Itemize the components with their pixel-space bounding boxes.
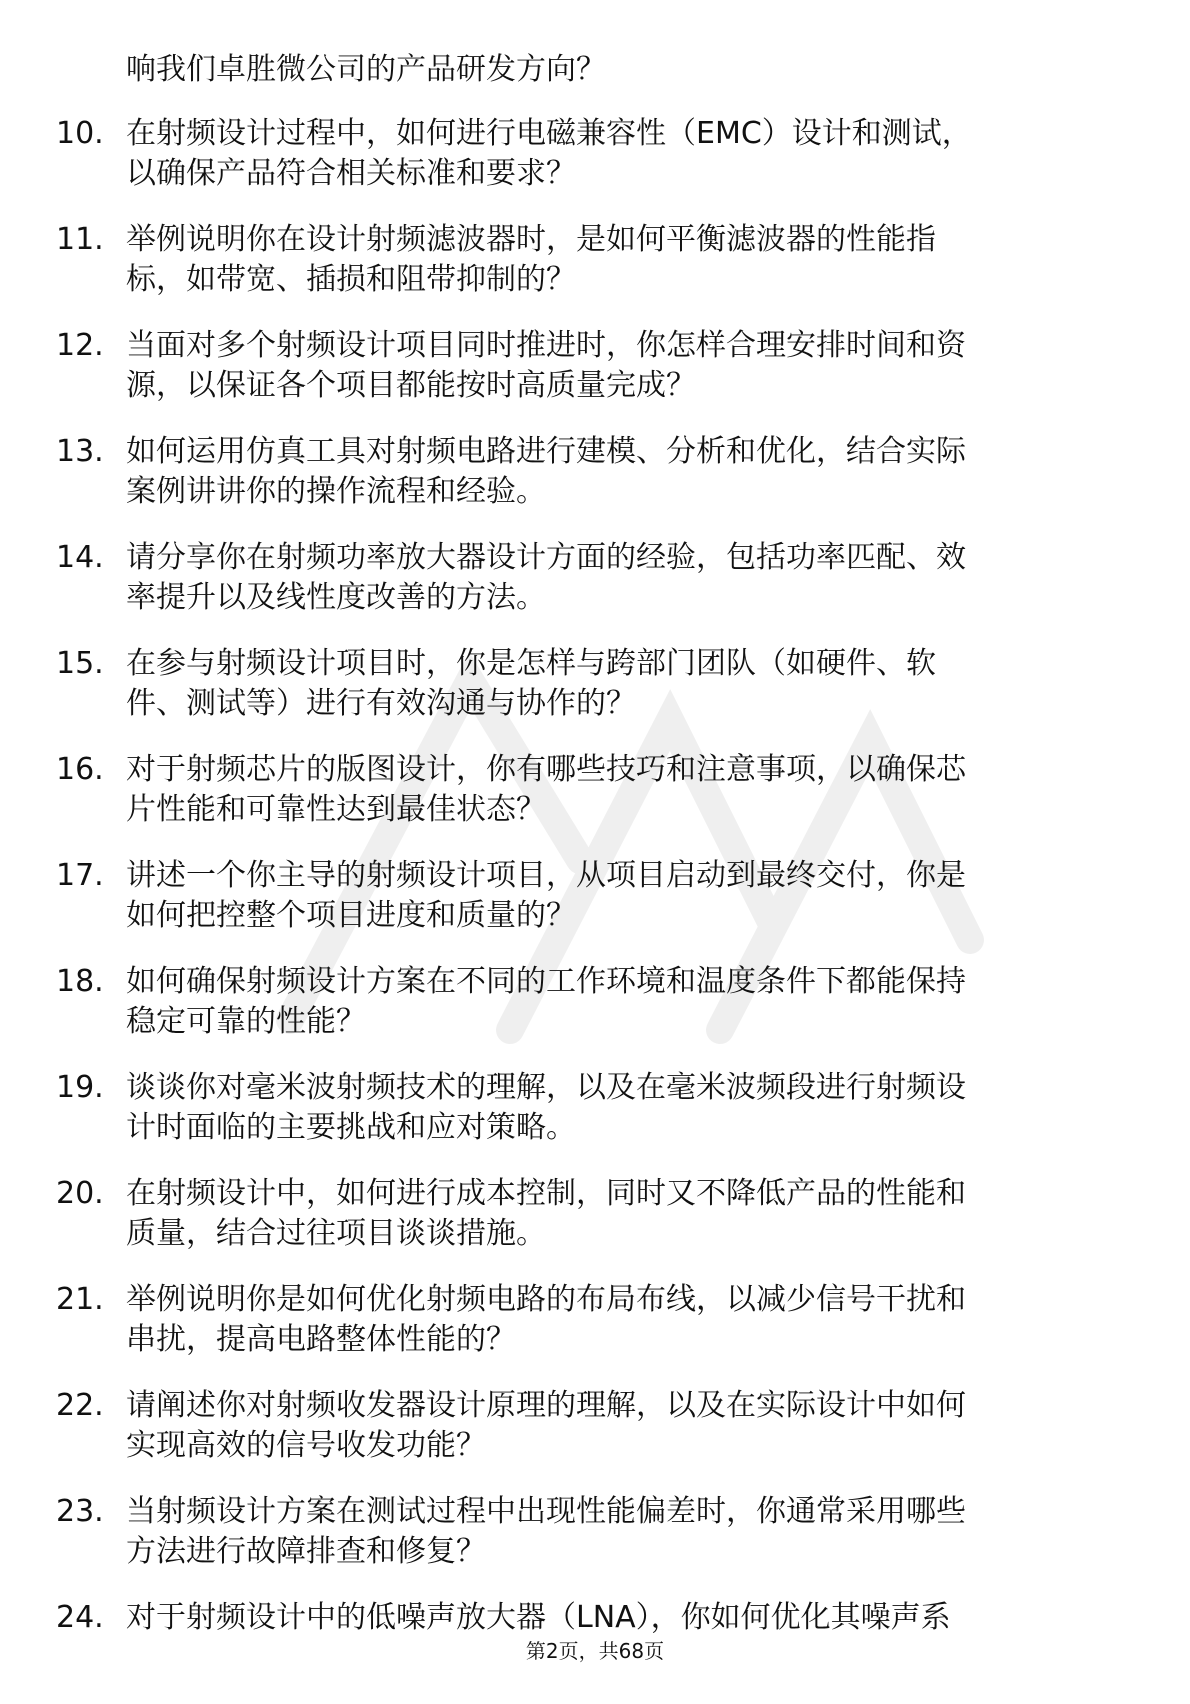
- question-item: [0, 1492, 1190, 1598]
- question-line: 以确保产品符合相关标准和要求？: [126, 156, 576, 191]
- question-text: [126, 856, 1106, 936]
- question-item: [0, 644, 1190, 750]
- question-item: [0, 856, 1190, 962]
- question-line: 方法进行故障排查和修复？: [126, 1534, 486, 1569]
- question-text: [126, 432, 1106, 512]
- question-line: 质量，结合过往项目谈谈措施。: [126, 1216, 546, 1251]
- question-text: [126, 1598, 1106, 1638]
- question-line: 在参与射频设计项目时，你是怎样与跨部门团队（如硬件、软: [126, 646, 936, 681]
- question-text: [126, 1386, 1106, 1466]
- question-line: 如何运用仿真工具对射频电路进行建模、分析和优化，结合实际: [126, 434, 966, 469]
- question-number: 23.: [56, 1494, 104, 1529]
- question-number: 20.: [56, 1176, 104, 1211]
- question-line: 率提升以及线性度改善的方法。: [126, 580, 546, 615]
- question-item: [0, 220, 1190, 326]
- question-line: 举例说明你在设计射频滤波器时，是如何平衡滤波器的性能指: [126, 222, 936, 257]
- question-line: 当面对多个射频设计项目同时推进时，你怎样合理安排时间和资: [126, 328, 966, 363]
- question-number: 16.: [56, 752, 104, 787]
- page-footer: 第2页，共68页: [525, 1639, 665, 1663]
- question-line: 片性能和可靠性达到最佳状态？: [126, 792, 546, 827]
- question-number: 24.: [56, 1600, 104, 1635]
- question-line: 如何把控整个项目进度和质量的？: [126, 898, 576, 933]
- question-line: 计时面临的主要挑战和应对策略。: [126, 1110, 576, 1145]
- question-item: [0, 1280, 1190, 1386]
- question-text: [126, 962, 1106, 1042]
- question-line: 案例讲讲你的操作流程和经验。: [126, 474, 546, 509]
- question-number: 13.: [56, 434, 104, 469]
- question-line: 举例说明你是如何优化射频电路的布局布线，以减少信号干扰和: [126, 1282, 966, 1317]
- question-text: [126, 326, 1106, 406]
- question-line: 请分享你在射频功率放大器设计方面的经验，包括功率匹配、效: [126, 540, 966, 575]
- question-list: [0, 114, 1190, 1704]
- question-number: 10.: [56, 116, 104, 151]
- question-item: [0, 750, 1190, 856]
- question-item: [0, 962, 1190, 1068]
- question-item: [0, 432, 1190, 538]
- question-number: 21.: [56, 1282, 104, 1317]
- question-number: 12.: [56, 328, 104, 363]
- question-line: 串扰，提高电路整体性能的？: [126, 1322, 516, 1357]
- question-item: [0, 326, 1190, 432]
- question-line: 讲述一个你主导的射频设计项目，从项目启动到最终交付，你是: [126, 858, 966, 893]
- question-text: [126, 1068, 1106, 1148]
- question-item: [0, 1386, 1190, 1492]
- question-line: 标，如带宽、插损和阻带抑制的？: [126, 262, 576, 297]
- question-item: [0, 538, 1190, 644]
- question-text: [126, 750, 1106, 830]
- question-line: 谈谈你对毫米波射频技术的理解，以及在毫米波频段进行射频设: [126, 1070, 966, 1105]
- question-text: [126, 1280, 1106, 1360]
- question-text: [126, 538, 1106, 618]
- question-number: 18.: [56, 964, 104, 999]
- question-item: [0, 114, 1190, 220]
- question-item: [0, 1174, 1190, 1280]
- question-line: 源，以保证各个项目都能按时高质量完成？: [126, 368, 696, 403]
- question-number: 19.: [56, 1070, 104, 1105]
- question-text: [126, 644, 1106, 724]
- question-number: 11.: [56, 222, 104, 257]
- question-text: [126, 1492, 1106, 1572]
- question-number: 15.: [56, 646, 104, 681]
- question-line: 当射频设计方案在测试过程中出现性能偏差时，你通常采用哪些: [126, 1494, 966, 1529]
- question-line: 件、测试等）进行有效沟通与协作的？: [126, 686, 636, 721]
- question-line: 稳定可靠的性能？: [126, 1004, 366, 1039]
- question-text: [126, 1174, 1106, 1254]
- question-text: [126, 114, 1106, 194]
- continuation-text: 响我们卓胜微公司的产品研发方向？: [126, 52, 606, 87]
- question-line: 如何确保射频设计方案在不同的工作环境和温度条件下都能保持: [126, 964, 966, 999]
- question-line: 在射频设计中，如何进行成本控制，同时又不降低产品的性能和: [126, 1176, 966, 1211]
- question-number: 14.: [56, 540, 104, 575]
- question-number: 17.: [56, 858, 104, 893]
- question-number: 22.: [56, 1388, 104, 1423]
- question-text: [126, 220, 1106, 300]
- question-line: 在射频设计过程中，如何进行电磁兼容性（EMC）设计和测试，: [126, 116, 972, 151]
- question-item: [0, 1068, 1190, 1174]
- question-line: 对于射频芯片的版图设计，你有哪些技巧和注意事项，以确保芯: [126, 752, 966, 787]
- question-line: 请阐述你对射频收发器设计原理的理解，以及在实际设计中如何: [126, 1388, 966, 1423]
- question-line: 实现高效的信号收发功能？: [126, 1428, 486, 1463]
- question-line: 对于射频设计中的低噪声放大器（LNA），你如何优化其噪声系: [126, 1600, 951, 1635]
